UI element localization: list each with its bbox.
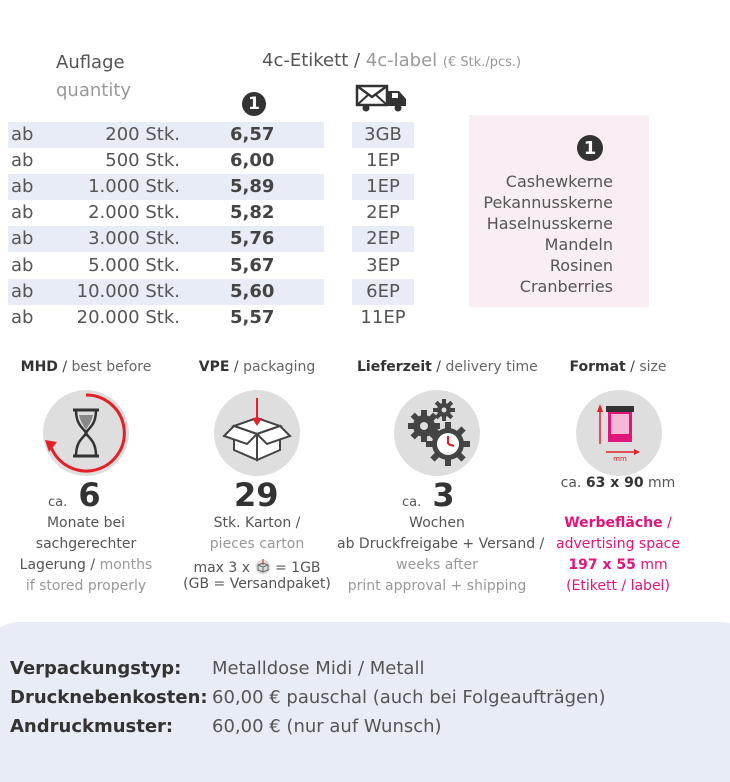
gears-clock-icon [394,390,480,476]
ingredient-item: Pekannusskerne [483,193,613,212]
row-quantity: 500 Stk. [105,150,180,171]
spec-value: Metalldose Midi / Metall [212,658,425,679]
row-prefix: ab [11,202,34,223]
format-adspace-caption: Werbefläche / advertising space 197 x 55 mm (Etikett / label) [556,515,680,594]
quantity-header-de: Auflage [56,52,125,73]
svg-text:mm: mm [613,455,627,463]
spec-key: Verpackungstyp: [10,658,182,679]
row-price: 6,00 [230,150,275,171]
row-shipping: 2EP [366,202,400,223]
ingredient-item: Mandeln [544,235,613,254]
delivery-caption: Wochen ab Druckfreigabe + Versand / weeks after print approval + shipping [337,515,545,594]
row-price: 5,67 [230,255,275,276]
row-quantity: 2.000 Stk. [88,202,180,223]
row-price: 5,57 [230,307,275,328]
quantity-header-en: quantity [56,80,132,101]
row-quantity: 3.000 Stk. [88,228,180,249]
row-shipping: 2EP [352,226,414,252]
format-value: ca. 63 x 90 mm [560,475,676,491]
truck-mail-icon [355,84,409,116]
row-shipping: 3GB [352,122,414,148]
spec-value: 60,00 € (nur auf Wunsch) [212,716,442,737]
row-prefix: ab [11,255,34,276]
hourglass-icon [43,390,129,476]
delivery-value: ca. 3 [402,476,455,514]
box-icon [214,390,300,476]
label-header [262,50,521,71]
price-marker-badge: 1 [242,92,266,116]
row-quantity: 1.000 Stk. [88,176,180,197]
label-header-unit: (€ Stk./pcs.) [442,55,522,70]
label-header-de: 4c-Etikett [262,50,349,71]
delivery-title: Lieferzeit / delivery time [357,359,538,375]
row-prefix: ab [11,281,34,302]
ingredients-list [483,171,613,297]
row-shipping: 11EP [360,307,406,328]
mhd-caption: Monate bei sachgerechter Lagerung / months if stored properly [19,515,153,594]
row-prefix: ab [11,124,34,145]
vpe-caption: Stk. Karton / pieces carton max 3 x = 1GB (GB = Versandpaket) [183,515,331,592]
row-quantity: 10.000 Stk. [76,281,180,302]
row-price: 5,89 [230,176,275,197]
row-prefix: ab [11,176,34,197]
row-shipping: 6EP [352,279,414,305]
row-shipping: 1EP [366,150,400,171]
row-quantity: 200 Stk. [105,124,180,145]
mhd-title: MHD / best before [20,359,152,375]
row-price: 5,76 [230,228,275,249]
row-price: 5,82 [230,202,275,223]
ingredient-item: Haselnusskerne [486,214,613,233]
spec-key: Andruckmuster: [10,716,174,737]
vpe-value: 29 [234,476,279,514]
mhd-value: ca. 6 [48,476,101,514]
label-header-en: 4c-label [365,50,438,71]
vpe-title: VPE / packaging [198,359,316,375]
row-prefix: ab [11,307,34,328]
format-title: Format / size [569,359,667,375]
ingredient-item: Cranberries [519,277,613,296]
spec-value: 60,00 € pauschal (auch bei Folgeaufträgen) [212,687,606,708]
row-prefix: ab [11,150,34,171]
row-shipping: 3EP [366,255,400,276]
row-shipping: 1EP [352,174,414,200]
ingredients-marker-badge: 1 [577,135,603,161]
small-box-icon [255,560,271,576]
ingredient-item: Cashewkerne [505,172,613,191]
row-quantity: 20.000 Stk. [76,307,180,328]
row-prefix: ab [11,228,34,249]
ingredient-item: Rosinen [549,256,613,275]
row-price: 5,60 [230,281,275,302]
row-quantity: 5.000 Stk. [88,255,180,276]
ingredients-box [469,115,649,307]
label-header-sep: / [348,50,366,71]
spec-key: Drucknebenkosten: [10,687,208,708]
row-price: 6,57 [230,124,275,145]
format-icon [576,390,662,476]
